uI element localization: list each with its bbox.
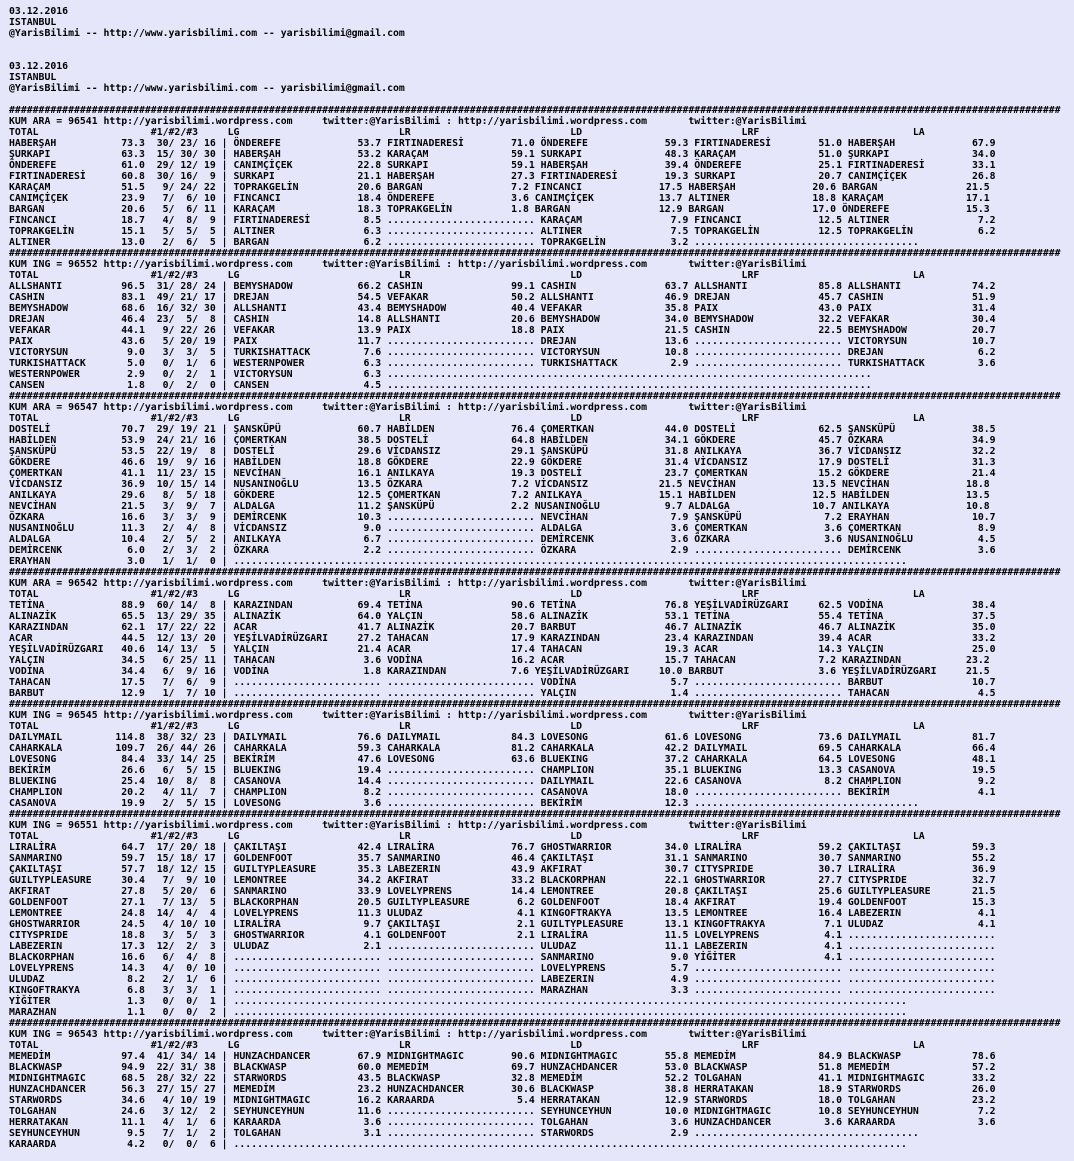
separator-line: ################################################################################################################################################################################## (9, 105, 1061, 116)
separator-line: ################################################################################################################################################################################## (9, 567, 1061, 578)
table-row: HUNZACHDANCER 56.3 27/ 15/ 27 | MEMEDİM 23.2 HUNZACHDANCER 30.6 BLACKWASP 38.8 HERRATAKAN 18.9 STARWORDS 26.0 (9, 1084, 996, 1095)
table-row: KARAARDA 4.2 0/ 0/ 6 | .................................................................................................................. (9, 1139, 907, 1150)
table-row: ALLSHANTI 96.5 31/ 28/ 24 | BEMYSHADOW 66.2 CASHIN 99.1 CASHIN 63.7 ALLSHANTI 85.8 ALLSHANTI 74.2 (9, 281, 996, 292)
table-row: MIDNIGHTMAGIC 68.5 28/ 32/ 22 | STARWORDS 43.5 BLACKWASP 32.8 MEMEDİM 52.2 TOLGAHAN 41.1 MIDNIGHTMAGIC 33.2 (9, 1073, 996, 1084)
table-row: CANSEN 1.8 0/ 2/ 0 | CANSEN 4.5 .................................................................................. (9, 380, 872, 391)
table-row: CASANOVA 19.9 2/ 5/ 15 | LOVESONG 3.6 ......................... BEKİRİM 12.3 ...................................... (9, 798, 919, 809)
table-row: ALDALGA 10.4 2/ 5/ 2 | ANILKAYA 6.7 ......................... DEMİRCENK 3.6 ÖZKARA 3.6 NUSANINOĞLU 4.5 (9, 534, 996, 545)
blank-line (9, 50, 1074, 61)
table-row: BARBUT 12.9 1/ 7/ 10 | ......................... ......................... YALÇIN 1.4 ......................... TAHACAN 4.5 (9, 688, 996, 699)
table-row: ŞANSKÜPÜ 53.5 22/ 19/ 8 | DOSTELİ 29.6 VİCDANSIZ 29.1 ŞANSKÜPÜ 31.8 ANILKAYA 36.7 VİCDANSIZ 32.2 (9, 446, 996, 457)
table-row: SEYHUNCEYHUN 9.5 7/ 1/ 2 | TOLGAHAN 3.1 ......................... STARWORDS 2.9 ...................................... (9, 1128, 919, 1139)
column-header: TOTAL #1/#2/#3 LG LR LD LRF LA (9, 1040, 925, 1051)
table-row: FINCANCI 18.7 4/ 8/ 9 | FIRTINADERESİ 8.5 ......................... KARAÇAM 7.9 FINCANCI 12.5 ALTINER 7.2 (9, 215, 996, 226)
table-row: TETİNA 88.9 60/ 14/ 8 | KARAZINDAN 69.4 TETİNA 90.6 TETİNA 76.8 YEŞİLVADİRÜZGARI 62.5 VODİNA 38.4 (9, 600, 996, 611)
table-row: DAILYMAIL 114.8 38/ 32/ 23 | DAILYMAIL 76.6 DAILYMAIL 84.3 LOVESONG 61.6 LOVESONG 73.6 DAILYMAIL 81.7 (9, 732, 996, 743)
table-row: KARAZINDAN 62.1 17/ 22/ 22 | ACAR 41.7 ALINAZİK 20.7 BARBUT 46.7 ALINAZİK 46.7 ALINAZİK 35.0 (9, 622, 996, 633)
table-row: ÖZKARA 16.6 3/ 3/ 9 | DEMİRCENK 10.3 ......................... NEVCİHAN 7.9 ŞANSKÜPÜ 7.2 ERAYHAN 10.7 (9, 512, 996, 523)
table-row: KARAÇAM 51.5 9/ 24/ 22 | TOPRAKGELİN 20.6 BARGAN 7.2 FINCANCI 17.5 HABERŞAH 20.6 BARGAN 21.5 (9, 182, 990, 193)
table-row: BLACKWASP 94.9 22/ 31/ 38 | BLACKWASP 60.0 MEMEDİM 69.7 HUNZACHDANCER 53.0 BLACKWASP 51.8 MEMEDİM 57.2 (9, 1062, 996, 1073)
table-row: CHAMPLION 20.2 4/ 11/ 7 | CHAMPLION 8.2 ......................... CASANOVA 18.0 ......................... BEKİRİM 4.1 (9, 787, 996, 798)
table-row: YEŞİLVADİRÜZGARI 40.6 14/ 13/ 5 | YALÇIN 21.4 ACAR 17.4 TAHACAN 19.3 ACAR 14.3 YALÇIN 25.0 (9, 644, 996, 655)
race-header: KUM ING = 96552 http://yarisbilimi.wordpress.com twitter:@YarisBilimi : http://yarisbilimi.wordpress.com twitter:@YarisBilimi (9, 259, 807, 270)
table-row: BARGAN 20.6 5/ 6/ 11 | KARAÇAM 18.3 TOPRAKGELİN 1.8 BARGAN 12.9 BARGAN 17.0 ÖNDEREFE 15.3 (9, 204, 990, 215)
separator-line: ################################################################################################################################################################################## (9, 248, 1061, 259)
table-row: LOVESONG 84.4 33/ 14/ 25 | BEKİRİM 47.6 LOVESONG 63.6 BLUEKING 37.2 CAHARKALA 64.5 LOVESONG 48.1 (9, 754, 996, 765)
table-row: VODİNA 34.4 6/ 9/ 16 | VODİNA 1.8 KARAZINDAN 7.6 YEŞİLVADİRÜZGARI 10.0 BARBUT 3.6 YEŞİLVADİRÜZGARI 21.5 (9, 666, 990, 677)
table-row: MARAZHAN 1.1 0/ 0/ 2 | .................................................................................................................. (9, 1007, 907, 1018)
separator-line: ################################################################################################################################################################################## (9, 1018, 1061, 1029)
table-row: TOPRAKGELİN 15.1 5/ 5/ 5 | ALTINER 6.3 ......................... ALTINER 7.5 TOPRAKGELİN 12.5 TOPRAKGELİN 6.2 (9, 226, 996, 237)
table-row: BLUEKING 25.4 10/ 8/ 8 | CASANOVA 14.4 ......................... DAILYMAIL 22.6 CASANOVA 8.2 CHAMPLION 9.2 (9, 776, 996, 787)
city-line: ISTANBUL (9, 17, 57, 28)
table-row: GUILTYPLEASURE 30.4 7/ 9/ 10 | LEMONTREE 34.2 AKFIRAT 33.2 BLACKORPHAN 22.1 GHOSTWARRIOR 27.7 CITYSPRIDE 32.7 (9, 875, 996, 886)
table-row: BEKİRİM 26.6 6/ 5/ 15 | BLUEKING 19.4 ......................... CHAMPLION 35.1 BLUEKING 13.3 CASANOVA 19.5 (9, 765, 996, 776)
table-row: VEFAKAR 44.1 9/ 22/ 26 | VEFAKAR 13.9 PAIX 18.8 PAIX 21.5 CASHIN 22.5 BEMYSHADOW 20.7 (9, 325, 996, 336)
table-row: YALÇIN 34.5 6/ 25/ 11 | TAHACAN 3.6 VODİNA 16.2 ACAR 15.7 TAHACAN 7.2 KARAZINDAN 23.2 (9, 655, 990, 666)
column-header: TOTAL #1/#2/#3 LG LR LD LRF LA (9, 589, 925, 600)
race-header: KUM ARA = 96542 http://yarisbilimi.wordpress.com twitter:@YarisBilimi : http://yarisbilimi.wordpress.com twitter:@YarisBilimi (9, 578, 807, 589)
contact-line: @YarisBilimi -- http://www.yarisbilimi.com -- yarisbilimi@gmail.com (9, 28, 405, 39)
contact-line: @YarisBilimi -- http://www.yarisbilimi.com -- yarisbilimi@gmail.com (9, 83, 405, 94)
table-row: DOSTELİ 70.7 29/ 19/ 21 | ŞANSKÜPÜ 60.7 HABİLDEN 76.4 ÇOMERTKAN 44.0 DOSTELİ 62.5 ŞANSKÜPÜ 38.5 (9, 424, 996, 435)
table-row: FIRTINADERESİ 60.8 30/ 16/ 9 | SURKAPI 21.1 HABERŞAH 27.3 FIRTINADERESİ 19.3 SURKAPI 20.7 CANIMÇİÇEK 26.8 (9, 171, 996, 182)
table-row: ÇOMERTKAN 41.1 11/ 23/ 15 | NEVCİHAN 16.1 ANILKAYA 19.3 DOSTELİ 23.7 ÇOMERTKAN 15.2 GÖKDERE 21.4 (9, 468, 996, 479)
table-row: LABEZERIN 17.3 12/ 2/ 3 | ULUDAZ 2.1 ......................... ULUDAZ 11.1 LABEZERIN 4.1 ......................... (9, 941, 996, 952)
table-row: ULUDAZ 8.2 2/ 1/ 6 | ......................... ......................... LABEZERIN 4.9 ......................... ......................... (9, 974, 996, 985)
table-row: LIRALİRA 64.7 17/ 20/ 18 | ÇAKILTAŞI 42.4 LIRALİRA 76.7 GHOSTWARRIOR 34.0 LIRALİRA 59.2 ÇAKILTAŞI 59.3 (9, 842, 996, 853)
table-row: TURKISHATTACK 5.0 0/ 1/ 6 | WESTERNPOWER 6.3 ......................... TURKISHATTACK 2.9 ......................... TURKISHATTACK 3.6 (9, 358, 996, 369)
separator-line: ################################################################################################################################################################################## (9, 809, 1061, 820)
race-header: KUM ING = 96551 http://yarisbilimi.wordpress.com twitter:@YarisBilimi : http://yarisbilimi.wordpress.com twitter:@YarisBilimi (9, 820, 807, 831)
table-row: DEMİRCENK 6.0 2/ 3/ 2 | ÖZKARA 2.2 ......................... ÖZKARA 2.9 ......................... DEMİRCENK 3.6 (9, 545, 996, 556)
table-row: CITYSPRIDE 18.8 3/ 5/ 3 | GHOSTWARRIOR 4.1 GOLDENFOOT 2.1 LIRALİRA 11.5 LOVELYPRENS 4.1 ......................... (9, 930, 996, 941)
table-row: HABERŞAH 73.3 30/ 23/ 16 | ÖNDEREFE 53.7 FIRTINADERESİ 71.0 ÖNDEREFE 59.3 FIRTINADERESİ 51.0 HABERŞAH 67.9 (9, 138, 996, 149)
race-header: KUM ARA = 96541 http://yarisbilimi.wordpress.com twitter:@YarisBilimi : http://yarisbilimi.wordpress.com twitter:@YarisBilimi (9, 116, 807, 127)
separator-line: ################################################################################################################################################################################## (9, 391, 1061, 402)
table-row: ŞURKAPI 63.3 15/ 30/ 30 | HABERŞAH 53.2 KARAÇAM 59.1 SURKAPI 48.3 KARAÇAM 51.0 ŞURKAPI 34.0 (9, 149, 996, 160)
column-header: TOTAL #1/#2/#3 LG LR LD LRF LA (9, 831, 925, 842)
blank-line (9, 94, 1074, 105)
table-row: ERAYHAN 3.0 1/ 1/ 0 | .................................................................................................................. (9, 556, 907, 567)
race-header: KUM ING = 96545 http://yarisbilimi.wordpress.com twitter:@YarisBilimi : http://yarisbilimi.wordpress.com twitter:@YarisBilimi (9, 710, 807, 721)
blank-line (9, 39, 1074, 50)
table-row: BEMYSHADOW 68.6 16/ 32/ 30 | ALLSHANTI 43.4 BEMYSHADOW 40.4 VEFAKAR 35.8 PAIX 43.0 PAIX 31.4 (9, 303, 996, 314)
table-row: ACAR 44.5 12/ 13/ 20 | YEŞİLVADİRÜZGARI 27.2 TAHACAN 17.9 KARAZINDAN 23.4 KARAZINDAN 39.4 ACAR 33.2 (9, 633, 996, 644)
table-row: MEMEDİM 97.4 41/ 34/ 14 | HUNZACHDANCER 67.9 MIDNIGHTMAGIC 90.6 MIDNIGHTMAGIC 55.8 MEMEDİM 84.9 BLACKWASP 78.6 (9, 1051, 996, 1062)
race-header: KUM ING = 96543 http://yarisbilimi.wordpress.com twitter:@YarisBilimi : http://yarisbilimi.wordpress.com twitter:@YarisBilimi (9, 1029, 807, 1040)
column-header: TOTAL #1/#2/#3 LG LR LD LRF LA (9, 270, 925, 281)
table-row: HABİLDEN 53.9 24/ 21/ 16 | ÇOMERTKAN 38.5 DOSTELİ 64.8 HABİLDEN 34.1 GÖKDERE 45.7 ÖZKARA 34.9 (9, 435, 996, 446)
table-row: AKFIRAT 27.8 5/ 20/ 6 | SANMARINO 33.9 LOVELYPRENS 14.4 LEMONTREE 20.8 ÇAKILTAŞI 25.6 GUILTYPLEASURE 21.5 (9, 886, 996, 897)
table-row: TOLGAHAN 24.6 3/ 12/ 2 | SEYHUNCEYHUN 11.6 ......................... SEYHUNCEYHUN 10.0 MIDNIGHTMAGIC 10.8 SEYHUNCEYHUN 7.2 (9, 1106, 996, 1117)
table-row: DREJAN 46.4 23/ 5/ 8 | CASHIN 14.8 ALLSHANTI 20.6 BEMYSHADOW 34.0 BEMYSHADOW 32.2 VEFAKAR 30.4 (9, 314, 996, 325)
column-header: TOTAL #1/#2/#3 LG LR LD LRF LA (9, 127, 925, 138)
table-row: LEMONTREE 24.8 14/ 4/ 4 | LOVELYPRENS 11.3 ULUDAZ 4.1 KINGOFTRAKYA 13.5 LEMONTREE 16.4 LABEZERIN 4.1 (9, 908, 996, 919)
table-row: CAHARKALA 109.7 26/ 44/ 26 | CAHARKALA 59.3 CAHARKALA 81.2 CAHARKALA 42.2 DAILYMAIL 69.5 CAHARKALA 66.4 (9, 743, 996, 754)
table-row: GOLDENFOOT 27.1 7/ 13/ 5 | BLACKORPHAN 20.5 GUILTYPLEASURE 6.2 GOLDENFOOT 18.4 AKFIRAT 19.4 GOLDENFOOT 15.3 (9, 897, 996, 908)
date-line: 03.12.2016 (9, 6, 69, 17)
table-row: NUSANINOĞLU 11.3 2/ 4/ 8 | VİCDANSIZ 9.0 ......................... ALDALGA 3.6 ÇOMERTKAN 3.6 ÇOMERTKAN 8.9 (9, 523, 996, 534)
column-header: TOTAL #1/#2/#3 LG LR LD LRF LA (9, 721, 925, 732)
table-row: PAIX 43.6 5/ 20/ 19 | PAIX 11.7 ......................... DREJAN 13.6 ......................... VICTORYSUN 10.7 (9, 336, 996, 347)
table-row: NEVCİHAN 21.5 3/ 9/ 7 | ALDALGA 11.2 ŞANSKÜPÜ 2.2 NUSANINOĞLU 9.7 ALDALGA 10.7 ANILKAYA 10.8 (9, 501, 990, 512)
table-row: SANMARINO 59.7 15/ 18/ 17 | GOLDENFOOT 35.7 SANMARINO 46.4 ÇAKILTAŞI 31.1 SANMARINO 30.7 SANMARINO 55.2 (9, 853, 996, 864)
column-header: TOTAL #1/#2/#3 LG LR LD LRF LA (9, 413, 925, 424)
table-row: HERRATAKAN 11.1 4/ 1/ 6 | KARAARDA 3.6 ......................... TOLGAHAN 3.6 HUNZACHDANCER 3.6 KARAARDA 3.6 (9, 1117, 996, 1128)
table-row: TAHACAN 17.5 7/ 6/ 9 | ......................... ......................... VODİNA 5.7 ......................... BARBUT 10.7 (9, 677, 996, 688)
table-row: CANIMÇİÇEK 23.9 7/ 6/ 10 | FINCANCI 18.4 ÖNDEREFE 3.6 CANIMÇİÇEK 13.7 ALTINER 18.8 KARAÇAM 17.1 (9, 193, 990, 204)
table-row: YİĞİTER 1.3 0/ 0/ 1 | .................................................................................................................. (9, 996, 907, 1007)
table-row: WESTERNPOWER 2.9 0/ 2/ 1 | VICTORYSUN 6.3 .................................................................................. (9, 369, 872, 380)
table-row: ANILKAYA 29.6 8/ 5/ 18 | GÖKDERE 12.5 ÇOMERTKAN 7.2 ANILKAYA 15.1 HABİLDEN 12.5 HABİLDEN 13.5 (9, 490, 990, 501)
table-row: CASHIN 83.1 49/ 21/ 17 | DREJAN 54.5 VEFAKAR 50.2 ALLSHANTI 46.9 DREJAN 45.7 CASHIN 51.9 (9, 292, 996, 303)
table-row: BLACKORPHAN 16.6 6/ 4/ 8 | ......................... ......................... SANMARINO 9.0 YİĞİTER 4.1 ......................... (9, 952, 996, 963)
table-row: KINGOFTRAKYA 6.8 3/ 3/ 1 | ......................... ......................... MARAZHAN 3.3 ......................... ......................... (9, 985, 996, 996)
table-row: VİCDANSIZ 36.9 10/ 15/ 14 | NUSANINOĞLU 13.5 ÖZKARA 7.2 VİCDANSIZ 21.5 NEVCİHAN 13.5 NEVCİHAN 18.8 (9, 479, 990, 490)
race-header: KUM ARA = 96547 http://yarisbilimi.wordpress.com twitter:@YarisBilimi : http://yarisbilimi.wordpress.com twitter:@YarisBilimi (9, 402, 807, 413)
city-line: ISTANBUL (9, 72, 57, 83)
table-row: ÇAKILTAŞI 57.7 18/ 12/ 15 | GUILTYPLEASURE 35.3 LABEZERIN 43.9 AKFIRAT 30.7 CITYSPRIDE 30.7 LIRALİRA 36.9 (9, 864, 996, 875)
table-row: GÖKDERE 46.6 19/ 9/ 16 | HABİLDEN 18.8 GÖKDERE 22.9 GÖKDERE 31.4 VİCDANSIZ 17.9 DOSTELİ 31.3 (9, 457, 996, 468)
table-row: ALTINER 13.0 2/ 6/ 5 | BARGAN 6.2 ......................... TOPRAKGELİN 3.2 ...................................... (9, 237, 919, 248)
date-line: 03.12.2016 (9, 61, 69, 72)
table-row: LOVELYPRENS 14.3 4/ 0/ 10 | ......................... ......................... LOVELYPRENS 5.7 ......................... ......................... (9, 963, 996, 974)
table-row: STARWORDS 34.6 4/ 10/ 19 | MIDNIGHTMAGIC 16.2 KARAARDA 5.4 HERRATAKAN 12.9 STARWORDS 18.0 TOLGAHAN 23.2 (9, 1095, 996, 1106)
separator-line: ################################################################################################################################################################################## (9, 699, 1061, 710)
table-row: ALINAZİK 65.5 13/ 29/ 35 | ALINAZİK 64.0 YALÇIN 58.6 ALINAZİK 53.1 TETİNA 55.4 TETİNA 37.5 (9, 611, 996, 622)
table-row: ÖNDEREFE 61.0 29/ 12/ 19 | CANIMÇİÇEK 22.8 SURKAPI 59.1 HABERŞAH 39.4 ÖNDEREFE 25.1 FIRTINADERESİ 33.1 (9, 160, 996, 171)
table-row: GHOSTWARRIOR 24.5 4/ 10/ 10 | LIRALİRA 9.7 ÇAKILTAŞI 2.1 GUILTYPLEASURE 13.1 KINGOFTRAKYA 7.1 ULUDAZ 4.1 (9, 919, 996, 930)
table-row: VICTORYSUN 9.0 3/ 3/ 5 | TURKISHATTACK 7.6 ......................... VICTORYSUN 10.8 ......................... DREJAN 6.2 (9, 347, 996, 358)
